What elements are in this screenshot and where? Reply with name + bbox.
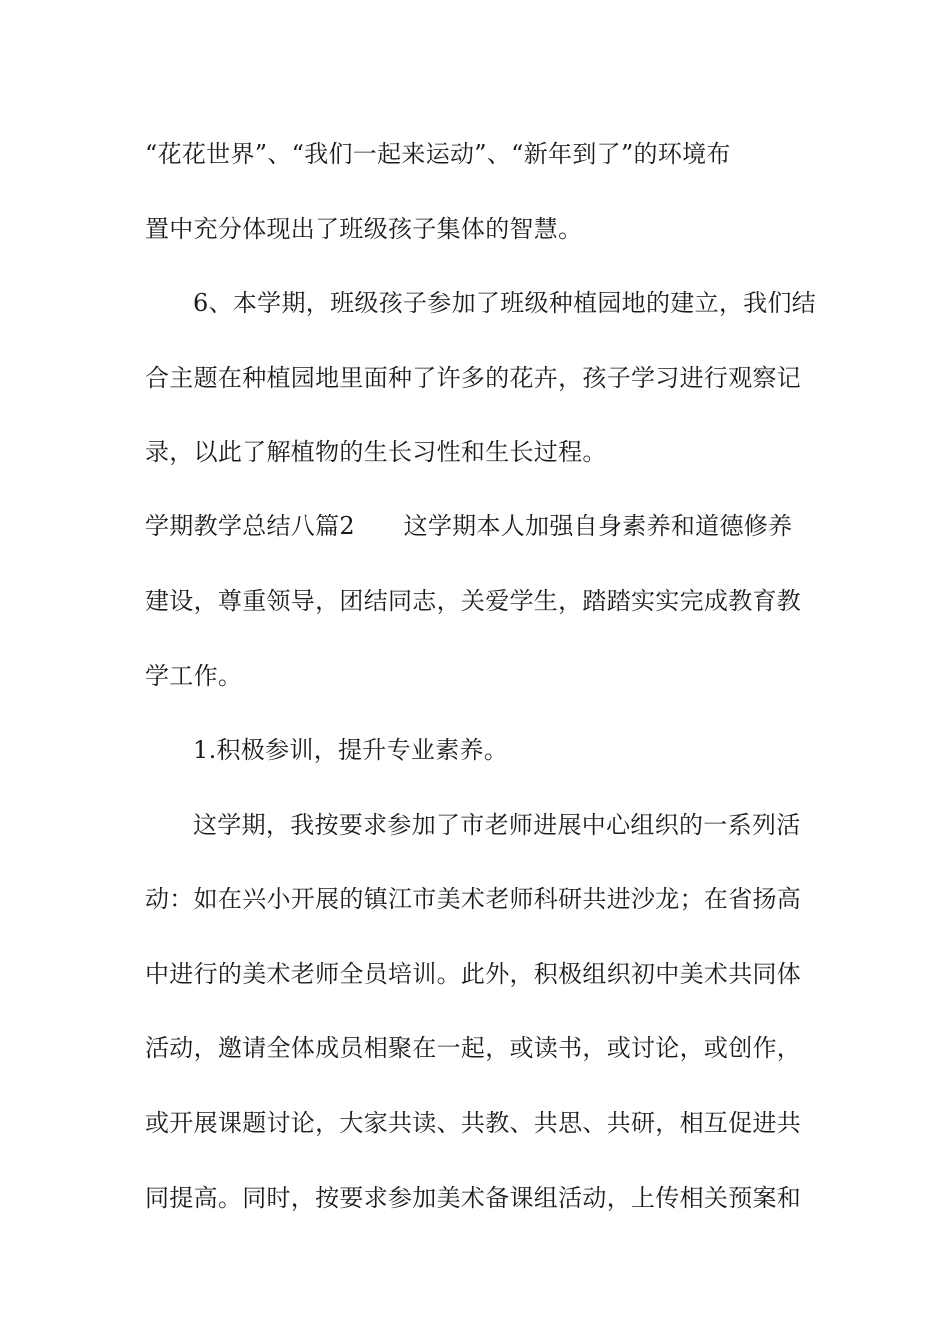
section-heading-line: 学期教学总结八篇2 这学期本人加强自身素养和道德修养 (145, 512, 793, 540)
text-line-4: 合主题在种植园地里面种了许多的花卉，孩子学习进行观察记 (145, 364, 802, 392)
text-line-11: 动：如在兴小开展的镇江市美术老师科研共进沙龙；在省扬高 (145, 885, 802, 913)
text-line-8: 学工作。 (145, 662, 243, 690)
text-line-1: “花花世界”、“我们一起来运动”、“新年到了”的环境布 (145, 140, 731, 168)
text-line-13: 活动，邀请全体成员相聚在一起，或读书，或讨论，或创作， (145, 1034, 802, 1062)
text-line-10: 这学期，我按要求参加了市老师进展中心组织的一系列活 (193, 811, 801, 839)
text-line-3: 6、本学期，班级孩子参加了班级种植园地的建立，我们结 (193, 289, 817, 317)
text-line-14: 或开展课题讨论，大家共读、共教、共思、共研，相互促进共 (145, 1109, 802, 1137)
text-line-2: 置中充分体现出了班级孩子集体的智慧。 (145, 215, 583, 243)
text-line-7: 建设，尊重领导，团结同志，关爱学生，踏踏实实完成教育教 (145, 587, 802, 615)
text-line-15: 同提高。同时，按要求参加美术备课组活动，上传相关预案和 (145, 1184, 802, 1212)
text-line-12: 中进行的美术老师全员培训。此外，积极组织初中美术共同体 (145, 960, 802, 988)
subheading-line: 1.积极参训，提升专业素养。 (193, 736, 509, 764)
text-line-5: 录，以此了解植物的生长习性和生长过程。 (145, 438, 607, 466)
